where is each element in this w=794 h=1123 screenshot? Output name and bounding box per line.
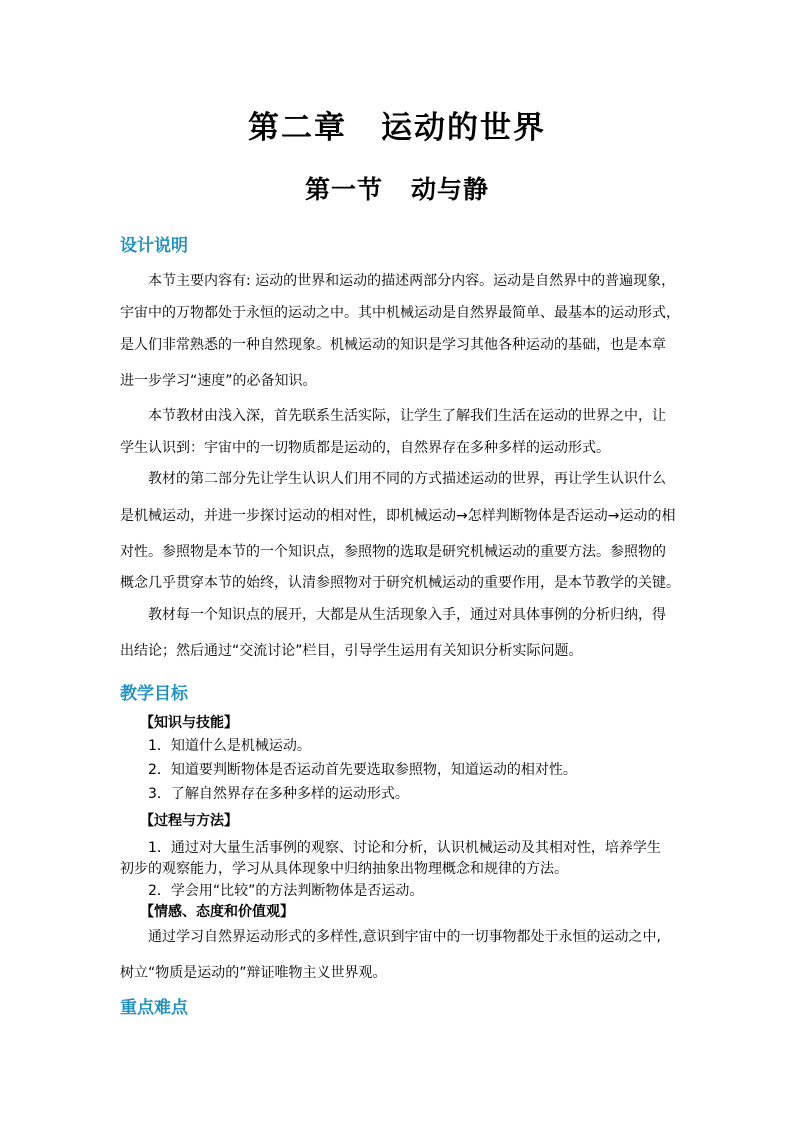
chapter-name: 运动的世界: [381, 110, 546, 146]
design-p4-line1: 教材每一个知识点的展开，大都是从生活现象入手，通过对具体事例的分析归纳，得: [148, 607, 666, 623]
knowledge-item-2: 2．知道要判断物体是否运动首先要选取参照物，知道运动的相对性。: [148, 762, 577, 778]
knowledge-item-1: 1．知道什么是机械运动。: [148, 738, 311, 754]
chapter-label: 第二章: [248, 110, 347, 146]
design-p3-line3: 对性。参照物是本节的一个知识点，参照物的选取是研究机械运动的重要方法。参照物的: [120, 544, 666, 560]
process-subheading: 【过程与方法】: [140, 813, 238, 829]
emotion-line1: 通过学习自然界运动形式的多样性,意识到宇宙中的一切事物都处于永恒的运动之中,: [148, 929, 661, 945]
design-p1-line1: 本节主要内容有: 运动的世界和运动的描述两部分内容。运动是自然界中的普遍现象，: [148, 273, 676, 289]
design-p3-line2: 是机械运动，并进一步探讨运动的相对性，即机械运动→怎样判断物体是否运动→运动的相: [120, 508, 676, 524]
design-p2-line2: 学生认识到：宇宙中的一切物质都是运动的，自然界存在多种多样的运动形式。: [120, 440, 610, 456]
knowledge-item-3: 3．了解自然界存在多种多样的运动形式。: [148, 786, 409, 802]
design-p3-line1: 教材的第二部分先让学生认识人们用不同的方式描述运动的世界，再让学生认识什么: [148, 471, 666, 487]
design-p1-line2: 宇宙中的万物都处于永恒的运动之中。其中机械运动是自然界最简单、最基本的运动形式，: [120, 305, 680, 321]
chapter-title: [0, 102, 794, 147]
design-heading: 设计说明: [120, 236, 188, 256]
section-name: 动与静: [411, 175, 490, 204]
process-item-2: 2．学会用“比较”的方法判断物体是否运动。: [148, 883, 424, 899]
emotion-subheading: 【情感、态度和价值观】: [140, 904, 294, 920]
design-p2-line1: 本节教材由浅入深，首先联系生活实际，让学生了解我们生活在运动的世界之中，让: [148, 408, 666, 424]
keypoints-heading: 重点难点: [120, 998, 188, 1018]
section-label: 第一节: [304, 175, 383, 204]
goals-heading: 教学目标: [120, 684, 188, 704]
emotion-line2: 树立“物质是运动的”辩证唯物主义世界观。: [120, 965, 387, 981]
design-p4-line2: 出结论；然后通过“交流讨论”栏目，引导学生运用有关知识分析实际问题。: [120, 643, 583, 659]
process-item-1-line2: 初步的观察能力，学习从具体现象中归纳抽象出物理概念和规律的方法。: [120, 861, 568, 877]
design-p1-line3: 是人们非常熟悉的一种自然现象。机械运动的知识是学习其他各种运动的基础，也是本章: [120, 337, 666, 353]
design-p1-line4: 进一步学习“速度”的必备知识。: [120, 373, 317, 389]
design-p3-line4: 概念几乎贯穿本节的始终，认清参照物对于研究机械运动的重要作用，是本节教学的关键。: [120, 575, 680, 591]
process-item-1-line1: 1．通过对大量生活事例的观察、讨论和分析，认识机械运动及其相对性，培养学生: [148, 840, 661, 856]
knowledge-subheading: 【知识与技能】: [140, 715, 238, 731]
section-title: [0, 170, 794, 206]
